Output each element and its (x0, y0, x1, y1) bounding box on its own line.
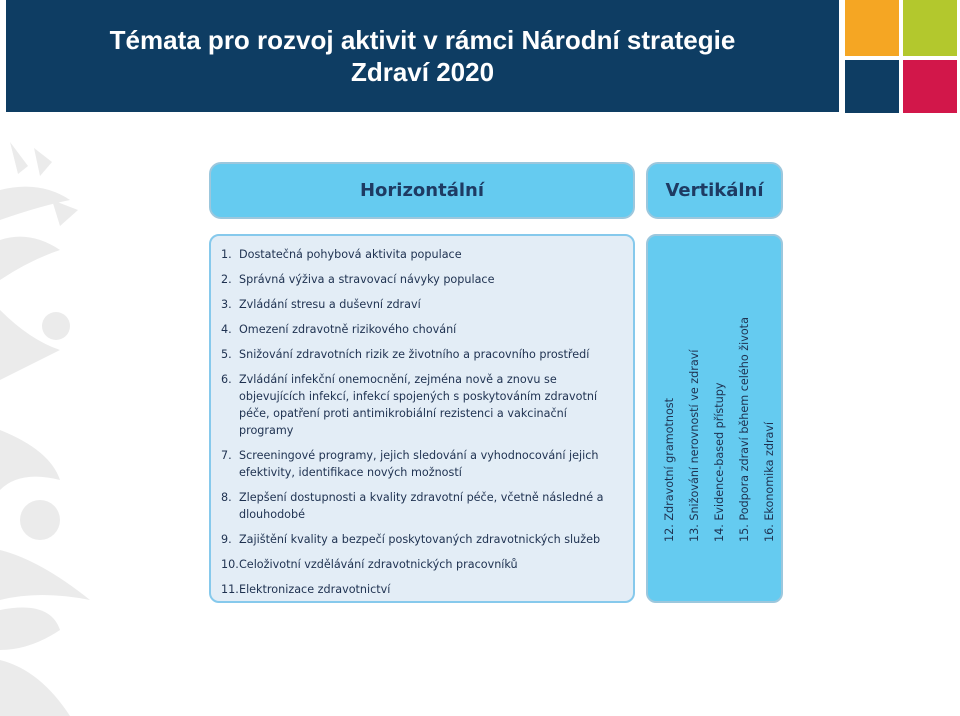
vertical-topic: 14. Evidence-based přístupy (713, 382, 726, 542)
list-item: 6. Zvládání infekční onemocnění, zejména nově a znovu se objevujících infekcí, infekcí spojených s poskytováním zdravotní péče, opatření proti antimikrobiální rezistenci a vakcinační programy (221, 373, 598, 437)
list-item: 5. Snižování zdravotních rizik ze životního a pracovního prostředí (221, 348, 590, 361)
orange-tile (845, 0, 899, 56)
green-tile (903, 0, 957, 56)
list-item: 2. Správná výživa a stravovací návyky populace (221, 273, 495, 286)
list-item: 4. Omezení zdravotně rizikového chování (221, 323, 457, 336)
list-item: 3. Zvládání stresu a duševní zdraví (221, 298, 421, 311)
vertical-heading: Vertikální (646, 162, 783, 219)
list-item: 10. Celoživotní vzdělávání zdravotnických pracovníků (221, 558, 518, 571)
horizontal-topics-panel (209, 234, 635, 603)
horizontal-topics-list (221, 246, 623, 598)
slide-title (6, 24, 839, 88)
navy-tile (845, 60, 899, 113)
slide-title-line1: Témata pro rozvoj aktivit v rámci Národní strategie (109, 25, 736, 55)
vertical-topic: 12. Zdravotní gramotnost (663, 397, 676, 542)
vertical-topic: 16. Ekonomika zdraví (763, 421, 776, 542)
background-logo-decoration (0, 130, 120, 716)
list-item: 11. Elektronizace zdravotnictví (221, 583, 391, 596)
list-item: 1. Dostatečná pohybová aktivita populace (221, 248, 462, 261)
horizontal-heading: Horizontální (209, 162, 635, 219)
list-item: 8. Zlepšení dostupnosti a kvality zdravotní péče, včetně následné a dlouhodobé (221, 491, 604, 521)
vertical-topics-panel (646, 234, 783, 603)
title-banner (6, 0, 839, 112)
vertical-topic: 13. Snižování nerovností ve zdraví (688, 349, 701, 542)
red-tile (903, 60, 957, 113)
list-item: 9. Zajištění kvality a bezpečí poskytovaných zdravotnických služeb (221, 533, 601, 546)
vertical-topic: 15. Podpora zdraví během celého života (738, 317, 751, 542)
slide-title-line2: Zdraví 2020 (350, 57, 495, 87)
list-item: 7. Screeningové programy, jejich sledování a vyhodnocování jejich efektivity, identifikace nových možností (221, 449, 599, 479)
